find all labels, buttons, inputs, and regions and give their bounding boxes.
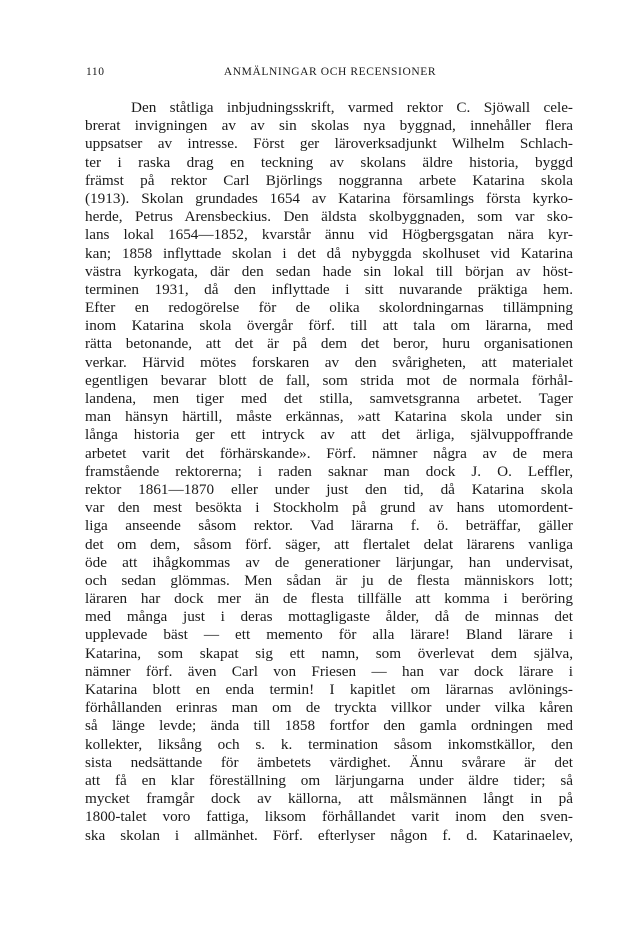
text-line: framstående rektorerna; i raden saknar man dock J. O. Leffler, <box>85 462 573 480</box>
text-line: med många just i deras mottagligaste ålder, då de minnas det <box>85 608 573 626</box>
text-line: och sedan glömmas. Men sådan är ju de flesta människors lott; <box>85 571 573 589</box>
text-line: Den ståtliga inbjudningsskrift, varmed rektor C. Sjöwall cele- <box>131 99 573 116</box>
text-line: sista nedsättande för ämbetets värdighet. Ännu svårare är det <box>85 753 573 771</box>
text-line: mycket framgår dock av källorna, att målsmännen långt in på <box>85 790 573 808</box>
text-line: var den mest besökta i Stockholm på grund av hans utomordent- <box>85 499 573 517</box>
text-line: det om dem, såsom förf. säger, att flertalet delat lärarens vanliga <box>85 535 573 553</box>
text-line: Katarina, som skapat sig ett namn, som överlevat dem själva, <box>85 644 573 662</box>
text-line: upplevade bäst — ett memento för alla lärare! Bland lärare i <box>85 626 573 644</box>
text-line: herde, Petrus Arensbeckius. Den äldsta skolbyggnaden, som var sko- <box>85 208 573 226</box>
body-text <box>85 99 573 845</box>
text-line: rätta betonande, att det är på dem det beror, huru organisationen <box>85 335 573 353</box>
text-line: läraren har dock mer än de flesta tillfälle att komma i beröring <box>85 590 573 608</box>
text-line: västra kyrkogata, där den sedan hade sin lokal till början av höst- <box>85 262 573 280</box>
text-line: förhållanden erinras man om de tryckta villkor under vilka kåren <box>85 699 573 717</box>
text-line: egentligen bevarar blott de fall, som strida mot de normala förhål- <box>85 371 573 389</box>
text-line: att få en klar föreställning om lärjungarna under äldre tider; så <box>85 771 573 789</box>
text-line: kan; 1858 inflyttade skolan i det då nybyggda skolhuset vid Katarina <box>85 244 573 262</box>
text-line: landena, men tiger med det stilla, samvetsgranna arbetet. Tager <box>85 390 573 407</box>
text-line: Efter en redogörelse för de olika skolordningarnas tillämpning <box>85 299 573 317</box>
text-line: långa historia ger ett intryck av att det ärliga, självuppoffrande <box>85 426 573 444</box>
text-line: uppsatser av intresse. Först ger läroverksadjunkt Wilhelm Schlach- <box>85 135 573 153</box>
text-line: liga anseende såsom rektor. Vad lärarna f. ö. beträffar, gäller <box>85 517 573 535</box>
page-number: 110 <box>86 66 105 78</box>
text-line: Katarina blott en enda termin! I kapitlet om lärarnas avlönings- <box>85 681 573 698</box>
text-line: (1913). Skolan grundades 1654 av Katarina församlings första kyrko- <box>85 189 573 207</box>
text-line: man hänsyn härtill, måste erkännas, »att Katarina skola under sin <box>85 408 573 426</box>
text-line: verkar. Härvid mötes forskaren av den svårigheten, att materialet <box>85 353 573 371</box>
text-line: brerat invigningen av av sin skolas nya byggnad, innehåller flera <box>85 117 573 135</box>
text-line: ter i raska drag en teckning av skolans äldre historia, byggd <box>85 153 573 171</box>
text-line: terminen 1931, då den inflyttade i sitt nuvarande präktiga hem. <box>85 280 573 298</box>
text-line: rektor 1861—1870 eller under just den tid, då Katarina skola <box>85 480 573 498</box>
page-header <box>86 66 574 84</box>
text-line: nämner förf. även Carl von Friesen — han var dock lärare i <box>85 662 573 680</box>
text-line: öde att ihågkommas av de generationer lärjungar, han undervisat, <box>85 553 573 571</box>
text-line: lans lokal 1654—1852, kvarstår ännu vid Högbergsgatan nära kyr- <box>85 226 573 244</box>
text-line: kollekter, liksång och s. k. termination såsom inkomstkällor, den <box>85 735 573 753</box>
text-line: så länge levde; ända till 1858 fortfor den gamla ordningen med <box>85 717 573 735</box>
running-title: ANMÄLNINGAR OCH RECENSIONER <box>223 66 437 78</box>
text-line: ska skolan i allmänhet. Förf. efterlyser någon f. d. Katarinaelev, <box>85 826 573 844</box>
text-line: främst på rektor Carl Björlings noggranna arbete Katarina skola <box>85 171 573 189</box>
text-line: arbetet varit det förhärskande». Förf. nämner några av de mera <box>85 444 573 462</box>
text-line: inom Katarina skola övergår förf. till att tala om lärarna, med <box>85 317 573 335</box>
text-line: 1800-talet voro fattiga, liksom förhållandet varit inom den sven- <box>85 808 573 826</box>
